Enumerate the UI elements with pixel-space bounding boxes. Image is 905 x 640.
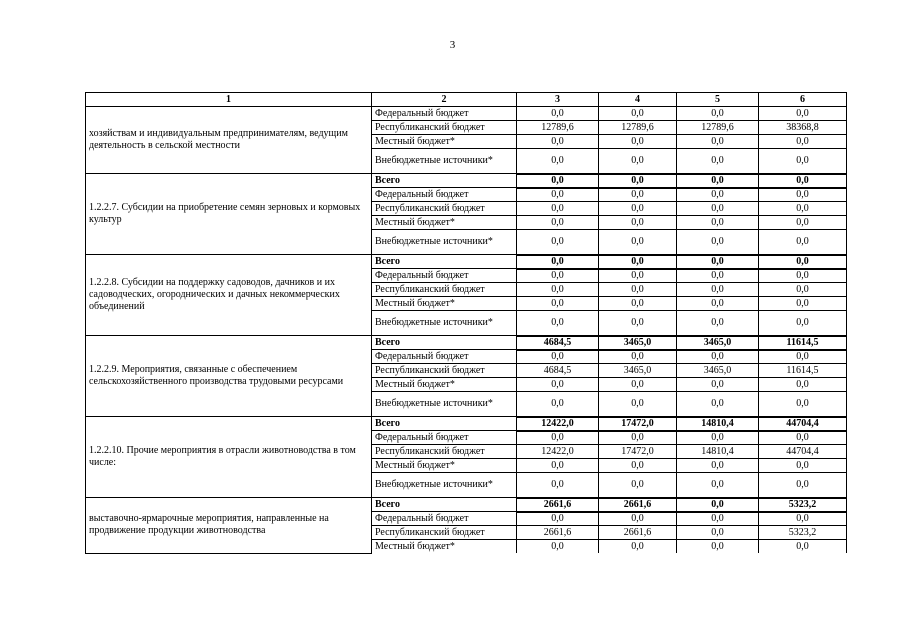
funding-source: Всего	[372, 255, 517, 269]
amount-cell: 0,0	[759, 540, 847, 554]
funding-source: Местный бюджет*	[372, 459, 517, 473]
amount-cell: 0,0	[677, 297, 759, 311]
funding-source: Местный бюджет*	[372, 135, 517, 149]
amount-cell: 3465,0	[599, 364, 677, 378]
funding-source: Внебюджетные источники*	[372, 230, 517, 255]
amount-cell: 0,0	[759, 149, 847, 174]
funding-source: Федеральный бюджет	[372, 107, 517, 121]
amount-cell: 0,0	[517, 473, 599, 498]
funding-source: Внебюджетные источники*	[372, 149, 517, 174]
amount-cell: 0,0	[759, 230, 847, 255]
amount-cell: 0,0	[677, 149, 759, 174]
amount-cell: 0,0	[677, 311, 759, 336]
amount-cell: 0,0	[677, 526, 759, 540]
amount-cell: 0,0	[599, 135, 677, 149]
amount-cell: 0,0	[677, 459, 759, 473]
amount-cell: 0,0	[599, 297, 677, 311]
amount-cell: 14810,4	[677, 417, 759, 431]
amount-cell: 0,0	[599, 188, 677, 202]
amount-cell: 2661,6	[599, 498, 677, 512]
amount-cell: 0,0	[677, 473, 759, 498]
amount-cell: 0,0	[599, 473, 677, 498]
amount-cell: 0,0	[517, 283, 599, 297]
amount-cell: 0,0	[759, 378, 847, 392]
amount-cell: 12422,0	[517, 417, 599, 431]
amount-cell: 0,0	[677, 512, 759, 526]
funding-source: Местный бюджет*	[372, 378, 517, 392]
amount-cell: 3465,0	[677, 364, 759, 378]
amount-cell: 0,0	[759, 255, 847, 269]
amount-cell: 0,0	[517, 350, 599, 364]
amount-cell: 44704,4	[759, 417, 847, 431]
amount-cell: 0,0	[517, 216, 599, 230]
amount-cell: 0,0	[517, 378, 599, 392]
amount-cell: 0,0	[677, 255, 759, 269]
amount-cell: 0,0	[759, 283, 847, 297]
amount-cell: 0,0	[759, 459, 847, 473]
amount-cell: 0,0	[759, 188, 847, 202]
funding-source: Внебюджетные источники*	[372, 473, 517, 498]
amount-cell: 0,0	[517, 255, 599, 269]
amount-cell: 0,0	[759, 216, 847, 230]
amount-cell: 0,0	[677, 174, 759, 188]
header-row	[86, 93, 847, 107]
funding-source: Всего	[372, 498, 517, 512]
amount-cell: 0,0	[677, 431, 759, 445]
amount-cell: 0,0	[677, 392, 759, 417]
table-row	[86, 107, 847, 121]
table-row	[86, 174, 847, 188]
amount-cell: 0,0	[677, 230, 759, 255]
amount-cell: 0,0	[759, 269, 847, 283]
amount-cell: 0,0	[677, 269, 759, 283]
amount-cell: 0,0	[759, 350, 847, 364]
amount-cell: 0,0	[759, 107, 847, 121]
amount-cell: 3465,0	[677, 336, 759, 350]
amount-cell: 0,0	[599, 512, 677, 526]
amount-cell: 11614,5	[759, 336, 847, 350]
table-row	[86, 336, 847, 350]
funding-source: Всего	[372, 417, 517, 431]
amount-cell: 17472,0	[599, 417, 677, 431]
amount-cell: 0,0	[599, 350, 677, 364]
funding-source: Республиканский бюджет	[372, 283, 517, 297]
amount-cell: 0,0	[759, 431, 847, 445]
funding-source: Федеральный бюджет	[372, 350, 517, 364]
amount-cell: 0,0	[517, 540, 599, 554]
amount-cell: 0,0	[759, 174, 847, 188]
column-header: 1	[86, 93, 372, 107]
amount-cell: 2661,6	[517, 526, 599, 540]
amount-cell: 0,0	[517, 174, 599, 188]
amount-cell: 17472,0	[599, 445, 677, 459]
amount-cell: 0,0	[599, 283, 677, 297]
column-header: 4	[599, 93, 677, 107]
column-header: 3	[517, 93, 599, 107]
column-header: 5	[677, 93, 759, 107]
measure-description: 1.2.2.10. Прочие мероприятия в отрасли животноводства в том числе:	[86, 417, 372, 498]
amount-cell: 0,0	[517, 188, 599, 202]
amount-cell: 0,0	[517, 512, 599, 526]
table-row	[86, 255, 847, 269]
measure-description: хозяйствам и индивидуальным предпринимателям, ведущим деятельность в сельской местности	[86, 107, 372, 174]
amount-cell: 0,0	[759, 135, 847, 149]
amount-cell: 0,0	[677, 540, 759, 554]
amount-cell: 0,0	[677, 350, 759, 364]
amount-cell: 0,0	[759, 311, 847, 336]
amount-cell: 3465,0	[599, 336, 677, 350]
amount-cell: 0,0	[599, 174, 677, 188]
amount-cell: 0,0	[517, 149, 599, 174]
amount-cell: 0,0	[599, 459, 677, 473]
amount-cell: 0,0	[599, 216, 677, 230]
funding-source: Местный бюджет*	[372, 540, 517, 554]
amount-cell: 0,0	[599, 230, 677, 255]
amount-cell: 0,0	[517, 297, 599, 311]
amount-cell: 0,0	[517, 392, 599, 417]
amount-cell: 44704,4	[759, 445, 847, 459]
amount-cell: 0,0	[677, 378, 759, 392]
table-row	[86, 498, 847, 512]
funding-source: Республиканский бюджет	[372, 121, 517, 135]
amount-cell: 2661,6	[599, 526, 677, 540]
budget-table	[85, 92, 847, 554]
amount-cell: 0,0	[599, 540, 677, 554]
amount-cell: 0,0	[517, 107, 599, 121]
measure-description: 1.2.2.8. Субсидии на поддержку садоводов, дачников и их садоводческих, огороднических и дачных некоммерческих объединений	[86, 255, 372, 336]
funding-source: Республиканский бюджет	[372, 445, 517, 459]
amount-cell: 0,0	[759, 473, 847, 498]
amount-cell: 14810,4	[677, 445, 759, 459]
amount-cell: 0,0	[599, 255, 677, 269]
amount-cell: 0,0	[517, 202, 599, 216]
amount-cell: 0,0	[677, 107, 759, 121]
funding-source: Республиканский бюджет	[372, 526, 517, 540]
funding-source: Федеральный бюджет	[372, 512, 517, 526]
amount-cell: 0,0	[517, 459, 599, 473]
amount-cell: 5323,2	[759, 498, 847, 512]
funding-source: Внебюджетные источники*	[372, 311, 517, 336]
amount-cell: 0,0	[599, 431, 677, 445]
amount-cell: 0,0	[517, 230, 599, 255]
column-header: 2	[372, 93, 517, 107]
amount-cell: 0,0	[677, 188, 759, 202]
measure-description: 1.2.2.7. Субсидии на приобретение семян зерновых и кормовых культур	[86, 174, 372, 255]
amount-cell: 0,0	[517, 311, 599, 336]
measure-description: 1.2.2.9. Мероприятия, связанные с обеспечением сельскохозяйственного производства трудовыми ресурсами	[86, 336, 372, 417]
amount-cell: 0,0	[677, 135, 759, 149]
amount-cell: 0,0	[599, 392, 677, 417]
funding-source: Местный бюджет*	[372, 216, 517, 230]
funding-source: Внебюджетные источники*	[372, 392, 517, 417]
amount-cell: 0,0	[677, 283, 759, 297]
amount-cell: 12789,6	[517, 121, 599, 135]
funding-source: Республиканский бюджет	[372, 202, 517, 216]
amount-cell: 0,0	[517, 431, 599, 445]
amount-cell: 0,0	[599, 311, 677, 336]
amount-cell: 0,0	[759, 202, 847, 216]
amount-cell: 12789,6	[599, 121, 677, 135]
amount-cell: 0,0	[517, 135, 599, 149]
amount-cell: 0,0	[599, 107, 677, 121]
amount-cell: 2661,6	[517, 498, 599, 512]
amount-cell: 11614,5	[759, 364, 847, 378]
table-row	[86, 417, 847, 431]
amount-cell: 0,0	[599, 149, 677, 174]
amount-cell: 12422,0	[517, 445, 599, 459]
funding-source: Федеральный бюджет	[372, 269, 517, 283]
amount-cell: 5323,2	[759, 526, 847, 540]
amount-cell: 0,0	[677, 216, 759, 230]
amount-cell: 0,0	[517, 269, 599, 283]
table-body	[86, 107, 847, 554]
funding-source: Федеральный бюджет	[372, 188, 517, 202]
amount-cell: 0,0	[599, 202, 677, 216]
funding-source: Всего	[372, 336, 517, 350]
page-number: 3	[449, 39, 456, 51]
amount-cell: 0,0	[677, 202, 759, 216]
amount-cell: 0,0	[759, 512, 847, 526]
amount-cell: 4684,5	[517, 336, 599, 350]
funding-source: Федеральный бюджет	[372, 431, 517, 445]
amount-cell: 38368,8	[759, 121, 847, 135]
column-header: 6	[759, 93, 847, 107]
amount-cell: 12789,6	[677, 121, 759, 135]
amount-cell: 0,0	[677, 498, 759, 512]
amount-cell: 0,0	[599, 269, 677, 283]
amount-cell: 0,0	[599, 378, 677, 392]
amount-cell: 0,0	[759, 297, 847, 311]
funding-source: Всего	[372, 174, 517, 188]
amount-cell: 4684,5	[517, 364, 599, 378]
amount-cell: 0,0	[759, 392, 847, 417]
funding-source: Местный бюджет*	[372, 297, 517, 311]
measure-description: выставочно-ярмарочные мероприятия, направленные на продвижение продукции животноводства	[86, 498, 372, 554]
funding-source: Республиканский бюджет	[372, 364, 517, 378]
